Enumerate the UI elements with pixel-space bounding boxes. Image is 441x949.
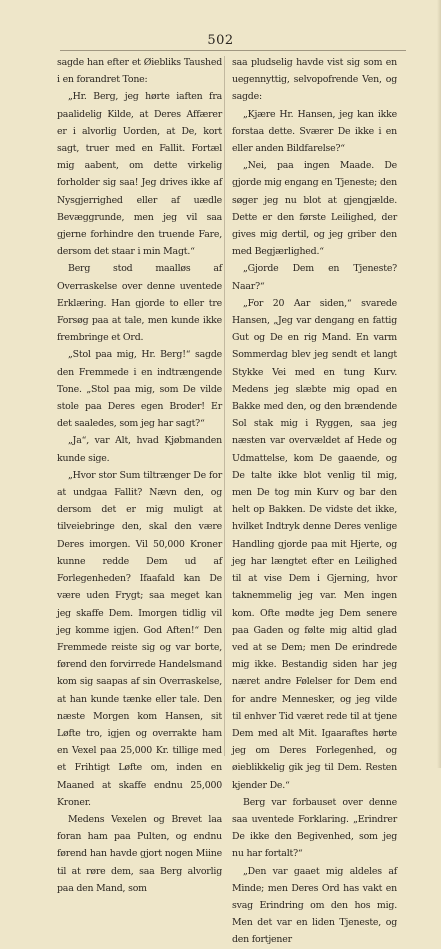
page-edge (437, 0, 441, 768)
paragraph: „Den var gaaet mig aldeles af Minde; men Deres Ord has vakt en svag Erindring om den hos mig. Men det var en liden Tjeneste, og den fortjener (232, 865, 397, 946)
paragraph: Berg stod maalløs af Overraskelse over denne uventede Erklæring. Han gjorde to eller tre Forsøg paa at tale, men kunde ikke frembringe et Ord. (57, 263, 222, 344)
paragraph: „Nei, paa ingen Maade. De gjorde mig engang en Tjeneste; den søger jeg nu blot at gjengjælde. Dette er den første Leilighed, der gives mig dertil, og jeg griber den med Begjærlighed.“ (232, 160, 397, 258)
paragraph: „Gjorde Dem en Tjeneste? Naar?“ (232, 263, 397, 292)
paragraph: „Stol paa mig, Hr. Berg!“ sagde den Fremmede i en indtrængende Tone. „Stol paa mig, som De vilde stole paa Deres egen Broder! Er det saaledes, som jeg har sagt?“ (57, 349, 222, 430)
paragraph: „Kjære Hr. Hansen, jeg kan ikke forstaa dette. Sværer De ikke i en eller anden Bildfarelse?“ (232, 108, 397, 155)
paragraph: Berg var forbauset over denne saa uventede Forklaring. „Erindrer De ikke den Begivenhed, som jeg nu har fortalt?“ (232, 796, 397, 860)
paragraph: „Hvor stor Sum tiltrænger De for at undgaa Fallit? Nævn den, og dersom det er mig muligt at tilveiebringe den, skal den være Deres imorgen. Vil 50,000 Kroner kunne redde Dem ud af Forlegenheden? Ifaafald kan De være uden Frygt; saa meget kan jeg skaffe Dem. Imorgen tidlig vil jeg komme igjen. God Aften!“ Den Fremmede reiste sig og var borte, førend den forvirrede Handelsmand kom sig saapas af sin Overraskelse, at han kunde tænke eller tale. Den næste Morgen kom Hansen, sit Løfte tro, igjen og overrakte ham en Vexel paa 25,000 Kr. tillige med et Frihtigt Løfte om, inden en Maaned at skaffe endnu 25,000 Kroner. (57, 469, 222, 808)
paragraph: „For 20 Aar siden,“ svarede Hansen, „Jeg var dengang en fattig Gut og De en rig Mand. En varm Sommerdag blev jeg sendt et langt Stykke Vei med en tung Kurv. Medens jeg slæbte mig opad en Bakke med den, og den brændende Sol stak mig i Ryggen, saa jeg næsten var overvældet af Hede og Udmattelse, kom De gaaende, og De talte ikke blot venlig til mig, men De tog min Kurv og bar den helt op Bakken. De vidste det ikke, hvilket Indtryk denne Deres venlige Handling gjorde paa mit Hjerte, og jeg har længtet efter en Leilighed til at vise Dem i Gjerning, hvor taknemmelig jeg var. Men ingen kom. Ofte mødte jeg Dem senere paa Gaden og følte mig altid glad ved at se Dem; men De erindrede mig ikke. Bestandig siden har jeg næret andre Følelser for Dem end for andre Mennesker, og jeg vilde til enhver Tid været rede til at tjene Dem med alt Mit. Igaaraftes hørte jeg om Deres Forlegenhed, og øieblikkelig gik jeg til Dem. Resten kjender De.“ (232, 297, 397, 791)
header-rule (60, 50, 406, 51)
page-number: 502 (207, 33, 234, 48)
paragraph: sagde han efter et Øiebliks Taushed i en forandret Tone: (57, 57, 222, 86)
column-divider (224, 56, 225, 756)
paragraph: „Ja“, var Alt, hvad Kjøbmanden kunde sige. (57, 435, 222, 464)
paragraph: „Hr. Berg, jeg hørte iaften fra paalidelig Kilde, at Deres Affærer er i alvorlig Uorden, at De, kort sagt, truer med en Fallit. Fortæl mig aabent, om dette virkelig forholder sig saa! Jeg drives ikke af Nysgjerrighed eller af uædle Bevæggrunde, men jeg vil saa gjerne forhindre den truende Fare, dersom det staar i min Magt.“ (57, 91, 222, 258)
paragraph: saa pludselig havde vist sig som en uegennyttig, selvopofrende Ven, og sagde: (232, 57, 397, 103)
paragraph: Medens Vexelen og Brevet laa foran ham paa Pulten, og endnu førend han havde gjort nogen Miine til at røre dem, saa Berg alvorlig paa den Mand, som (57, 813, 222, 894)
left-column (57, 54, 222, 897)
right-column (232, 54, 397, 949)
